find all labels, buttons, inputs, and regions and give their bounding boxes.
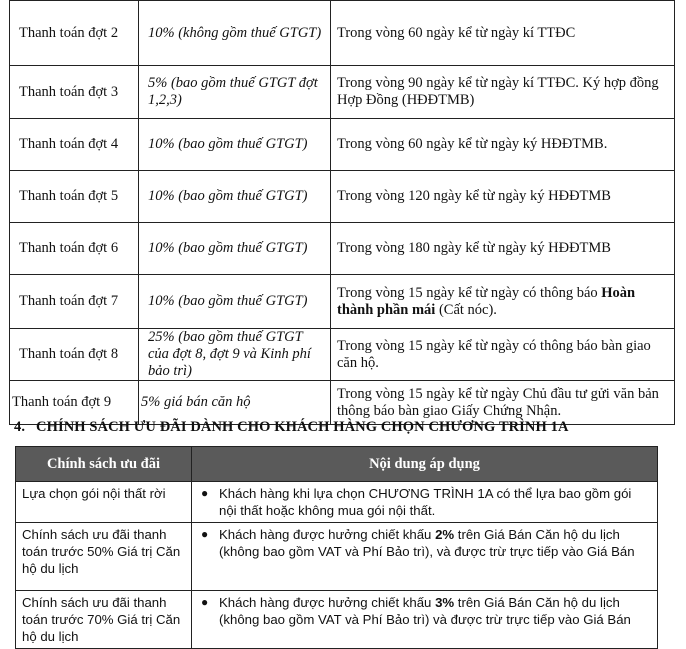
- timing-cell: Trong vòng 60 ngày kể từ ngày ký HĐĐTMB.: [331, 119, 675, 171]
- bullet-icon: ●: [201, 486, 209, 500]
- content-text-part: Khách hàng được hưởng chiết khấu: [219, 595, 436, 610]
- timing-cell: Trong vòng 90 ngày kể từ ngày kí TTĐC. Ký hợp đồng Hợp Đồng (HĐĐTMB): [331, 66, 675, 119]
- table-header-row: [16, 447, 658, 482]
- table-row: [10, 171, 675, 223]
- timing-cell: [331, 275, 675, 329]
- timing-cell: Trong vòng 120 ngày kể từ ngày ký HĐĐTMB: [331, 171, 675, 223]
- timing-cell: Trong vòng 60 ngày kể từ ngày kí TTĐC: [331, 1, 675, 66]
- content-text-part: Khách hàng khi lựa chọn CHƯƠNG TRÌNH 1A có thể lựa bao gồm gói nội thất hoặc không mua gói nội thất.: [219, 486, 632, 518]
- content-cell: [192, 482, 658, 523]
- content-text: [219, 526, 651, 560]
- rate-cell: 25% (bao gồm thuế GTGT của đợt 8, đợt 9 và Kinh phí bảo trì): [139, 329, 331, 381]
- discount-rate: 2%: [435, 527, 455, 542]
- stage-cell: Thanh toán đợt 4: [10, 119, 139, 171]
- column-header-content: Nội dung áp dụng: [192, 447, 658, 482]
- timing-text: Trong vòng 15 ngày kể từ ngày có thông báo: [337, 284, 602, 301]
- rate-cell: 10% (không gồm thuế GTGT): [139, 1, 331, 66]
- stage-cell: Thanh toán đợt 3: [10, 66, 139, 119]
- stage-cell: Thanh toán đợt 6: [10, 223, 139, 275]
- rate-cell: 10% (bao gồm thuế GTGT): [139, 119, 331, 171]
- stage-cell: Thanh toán đợt 7: [10, 275, 139, 329]
- rate-cell: 10% (bao gồm thuế GTGT): [139, 275, 331, 329]
- table-row: [10, 381, 675, 425]
- table-row: [16, 482, 658, 523]
- column-header-policy: Chính sách ưu đãi: [16, 447, 192, 482]
- stage-cell: Thanh toán đợt 5: [10, 171, 139, 223]
- table-row: [16, 591, 658, 649]
- policy-cell: Lựa chọn gói nội thất rời: [16, 482, 192, 523]
- content-cell: [192, 523, 658, 591]
- rate-cell: 5% (bao gồm thuế GTGT đợt 1,2,3): [139, 66, 331, 119]
- policy-cell: Chính sách ưu đãi thanh toán trước 70% Giá trị Căn hộ du lịch: [16, 591, 192, 649]
- section-title: CHÍNH SÁCH ƯU ĐÃI DÀNH CHO KHÁCH HÀNG CHỌN CHƯƠNG TRÌNH 1A: [36, 419, 569, 435]
- content-text-part: trên Giá Bán Căn hộ du lịch (không bao gồm VAT và Phí Bảo trì) và được trừ trực tiếp vào Giá Bán: [219, 595, 631, 627]
- content-text-part: Khách hàng được hưởng chiết khấu: [219, 527, 436, 542]
- policy-cell: Chính sách ưu đãi thanh toán trước 50% Giá trị Căn hộ du lịch: [16, 523, 192, 591]
- timing-cell: Trong vòng 15 ngày kể từ ngày Chủ đầu tư gửi văn bản thông báo bàn giao Giấy Chứng Nhận.: [331, 381, 675, 425]
- rate-cell: 10% (bao gồm thuế GTGT): [139, 223, 331, 275]
- payment-schedule-table: [9, 0, 675, 425]
- content-text: [219, 485, 651, 519]
- table-row: [16, 523, 658, 591]
- bullet-icon: ●: [201, 527, 209, 541]
- stage-cell: Thanh toán đợt 8: [10, 329, 139, 381]
- table-row: [10, 223, 675, 275]
- table-row: [10, 275, 675, 329]
- timing-text: (Cất nóc).: [435, 301, 497, 318]
- rate-cell: 10% (bao gồm thuế GTGT): [139, 171, 331, 223]
- content-cell: [192, 591, 658, 649]
- timing-cell: Trong vòng 180 ngày kể từ ngày ký HĐĐTMB: [331, 223, 675, 275]
- bullet-icon: ●: [201, 595, 209, 609]
- stage-cell: Thanh toán đợt 9: [10, 381, 139, 425]
- timing-bold-text: Hoàn thành phần mái: [337, 284, 636, 318]
- discount-rate: 3%: [435, 595, 455, 610]
- incentives-table: [15, 446, 658, 649]
- table-row: [10, 66, 675, 119]
- section-number: 4.: [14, 419, 26, 435]
- rate-cell: 5% giá bán căn hộ: [139, 381, 331, 425]
- timing-cell: Trong vòng 15 ngày kể từ ngày có thông báo bàn giao căn hộ.: [331, 329, 675, 381]
- table-row: [10, 119, 675, 171]
- stage-cell: Thanh toán đợt 2: [10, 1, 139, 66]
- table-row: [10, 329, 675, 381]
- table-row: [10, 1, 675, 66]
- section-heading: [14, 419, 674, 436]
- content-text-part: trên Giá Bán Căn hộ du lịch (không bao gồm VAT và Phí Bảo trì), và được trừ trực tiếp vào Giá Bán: [219, 527, 635, 559]
- content-text: [219, 594, 651, 628]
